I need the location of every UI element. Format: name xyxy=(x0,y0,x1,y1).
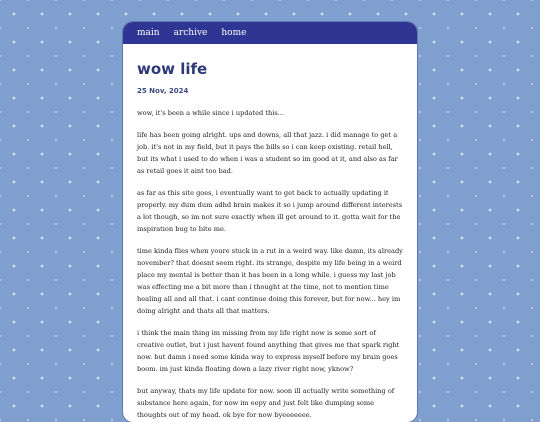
post-paragraph: i think the main thing im missing from my life right now is some sort of creative outlet, but i just havent found anything that gives me that spark right now. but damn i need some kinda way to express myself before my brain goes boom. im just kinda floating down a lazy river right now, yknow? xyxy=(137,329,400,373)
nav-link-home[interactable]: home xyxy=(221,28,247,38)
post-paragraph: but anyway, thats my life update for now. soon ill actually write something of substance here again, for now im eepy and just felt like dumping some thoughts out of my head. ok bye for now byeeeeeee. xyxy=(137,387,395,419)
post-card xyxy=(123,22,417,422)
nav-link-main[interactable]: main xyxy=(137,28,160,38)
post-paragraph: life has been going alright. ups and downs, all that jazz. i did manage to get a job. it's not in my field, but it pays the bills so i can keep existing. retail hell, but its what i used to do when i was a student so im good at it, and also as far as retail goes it aint too bad. xyxy=(137,131,398,175)
post-date: 25 Nov, 2024 xyxy=(137,87,189,95)
top-nav xyxy=(123,22,417,44)
post-paragraph: time kinda flies when youre stuck in a rut in a weird way. like damn, its already november? that doesnt seem right. its strange, despite my life being in a weird place my mental is better than it has been in a long while. i guess my last job was effecting me a bit more than i thought at the time, not to mention time healing all and all that. i cant continue doing this forever, but for now... hey im doing alright and thats all that matters. xyxy=(137,247,403,315)
post-paragraph: as far as this site goes, i eventually want to get back to actually updating it properly. my dum dum adhd brain makes it so i jump around different interests a lot though, so im not sure exactly when ill get around to it. gotta wait for the inspiration bug to bite me. xyxy=(137,189,403,233)
post-title: wow life xyxy=(137,60,208,78)
post-content xyxy=(123,44,417,421)
post-paragraph: wow, it's been a while since i updated this... xyxy=(137,109,285,117)
nav-link-archive[interactable]: archive xyxy=(173,28,208,38)
